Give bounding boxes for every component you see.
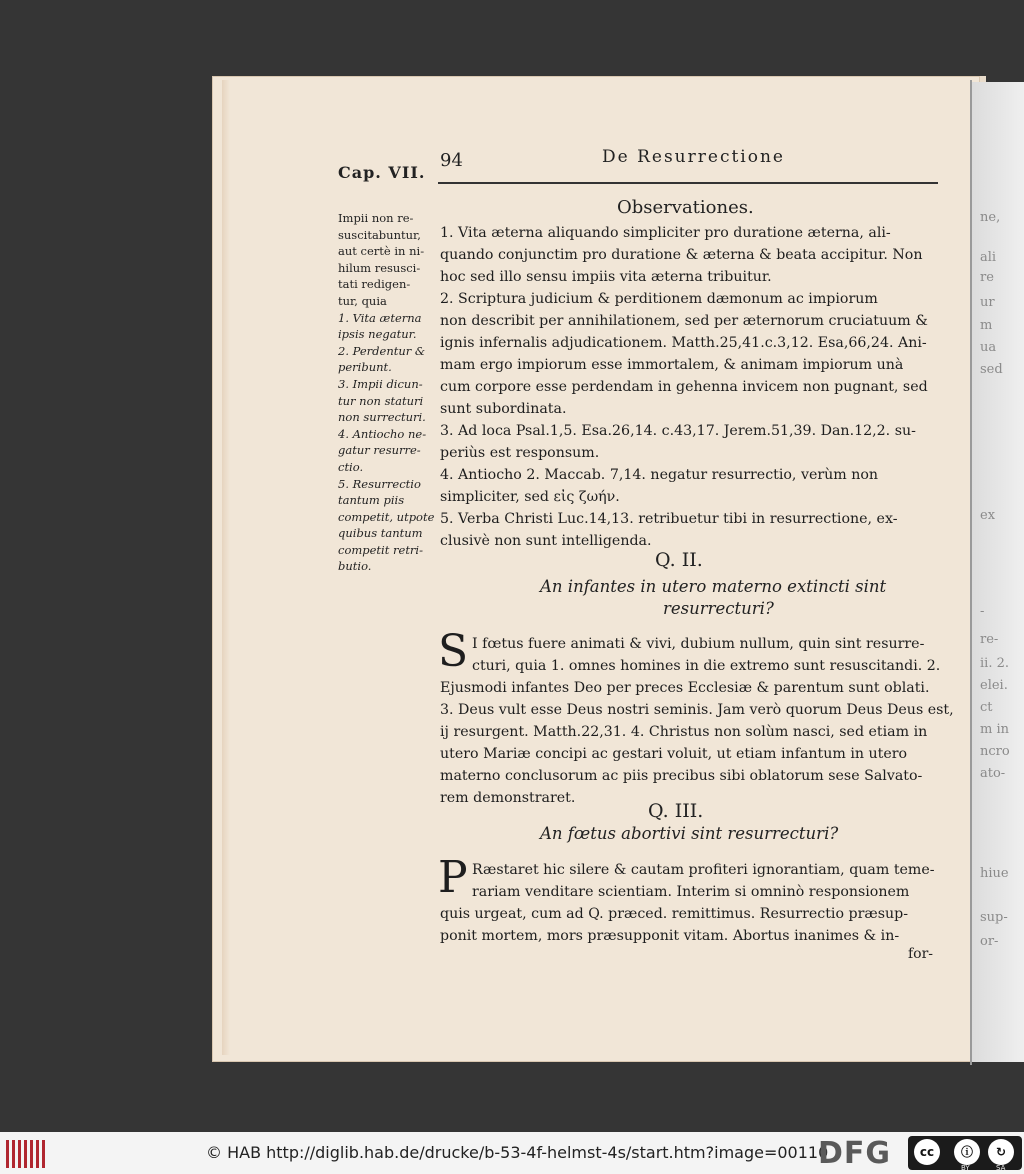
question-2-title-line-1: An infantes in utero materno extincti sint (540, 577, 887, 596)
facing-text-fragment: ct (980, 700, 993, 715)
text-line: 3. Ad loca Psal.1,5. Esa.26,14. c.43,17. Jerem.51,39. Dan.12,2. su- (440, 423, 916, 439)
copyright-link[interactable]: © HAB http://diglib.hab.de/drucke/b-53-4f-helmst-4s/start.htm?image=00110 (206, 1143, 829, 1162)
facing-text-fragment: sed (980, 362, 1003, 377)
text-line: 4. Antiocho 2. Maccab. 7,14. negatur resurrectio, verùm non (440, 467, 879, 483)
section-heading-observationes: Observationes. (617, 197, 754, 218)
observationes-text (440, 222, 940, 552)
text-line: materno conclusorum ac piis precibus sibi oblatorum sese Salvato- (440, 768, 923, 784)
facing-page-fragment (972, 82, 1024, 1062)
text-line: 2. Scriptura judicium & perditionem dæmonum ac impiorum (440, 291, 878, 307)
facing-text-fragment: - (980, 604, 985, 619)
question-3-label: Q. III. (648, 800, 704, 822)
margin-note-line: ipsis negatur. (338, 327, 417, 342)
facing-text-fragment: m (980, 318, 993, 333)
text-line: hoc sed illo sensu impiis vita æterna tribuitur. (440, 269, 772, 285)
facing-text-fragment: m in (980, 722, 1009, 737)
text-line: sunt subordinata. (440, 401, 567, 417)
text-line: ij resurgent. Matth.22,31. 4. Christus non solùm nasci, sed etiam in (440, 724, 928, 740)
margin-notes (338, 210, 434, 575)
running-title: De Resurrectione (602, 147, 785, 167)
margin-note-line: ctio. (338, 459, 364, 474)
margin-note-line: Impii non re- (338, 211, 414, 225)
text-line: non describit per annihilationem, sed per æternorum cruciatuum & (440, 313, 928, 329)
share-alike-icon: ↻ (988, 1139, 1014, 1165)
facing-text-fragment: ncro (980, 744, 1010, 759)
drop-capital-s: S (438, 626, 469, 677)
facing-text-fragment: hiue (980, 866, 1009, 881)
text-line: simpliciter, sed εἰς ζωήν. (440, 489, 620, 505)
facing-text-fragment: ii. 2. (980, 656, 1009, 671)
margin-note-line: 3. Impii dicun- (338, 376, 423, 391)
text-line: mam ergo impiorum esse immortalem, & animam impiorum unà (440, 357, 904, 373)
facing-text-fragment: ex (980, 508, 996, 523)
text-line: Ræstaret hic silere & cautam profiteri ignorantiam, quam teme- (472, 862, 935, 878)
text-line: I fœtus fuere animati & vivi, dubium nullum, quin sint resurre- (472, 636, 925, 652)
text-line: quis urgeat, cum ad Q. præced. remittimus. Resurrectio præsup- (440, 906, 908, 922)
margin-note-line: gatur resurre- (338, 443, 421, 458)
header-rule (438, 182, 938, 184)
facing-text-fragment: sup- (980, 910, 1008, 925)
page-gutter-shadow (222, 80, 230, 1055)
question-2-label: Q. II. (655, 549, 703, 571)
by-label: BY (961, 1164, 970, 1172)
margin-note-line: 2. Perdentur & (338, 343, 426, 358)
chapter-label: Cap. VII. (338, 163, 426, 182)
margin-note-line: tantum piis (338, 493, 405, 508)
margin-note-line: competit, utpote (338, 509, 435, 524)
margin-note-line: suscitabuntur, (338, 227, 421, 242)
text-line: Ejusmodi infantes Deo per preces Ecclesiæ & parentum sunt oblati. (440, 680, 930, 696)
margin-note-line: 4. Antiocho ne- (338, 426, 427, 441)
margin-note-line: competit retri- (338, 542, 423, 557)
text-line: 3. Deus vult esse Deus nostri seminis. Jam verò quorum Deus Deus est, (440, 702, 954, 718)
margin-note-line: tur non staturi (338, 393, 424, 408)
drop-capital-p: P (438, 852, 468, 903)
margin-note-line: quibus tantum (338, 526, 423, 541)
sa-label: SA (996, 1164, 1006, 1172)
cc-license-badge[interactable] (908, 1136, 1022, 1170)
margin-note-line: butio. (338, 559, 372, 574)
margin-note-line: 1. Vita æterna (338, 310, 422, 325)
viewer-footer (0, 1132, 1024, 1174)
text-line: utero Mariæ concipi ac gestari voluit, ut etiam infantum in utero (440, 746, 908, 762)
facing-text-fragment: elei. (980, 678, 1008, 693)
margin-note-line: peribunt. (338, 360, 392, 375)
margin-note-line: tur, quia (338, 293, 387, 308)
dfg-logo: DFG (818, 1136, 892, 1171)
facing-text-fragment: or- (980, 934, 999, 949)
margin-note-line: hilum resusci- (338, 260, 421, 275)
attribution-icon: ⓘ (954, 1139, 980, 1165)
text-line: 5. Verba Christi Luc.14,13. retribuetur tibi in resurrectione, ex- (440, 511, 898, 527)
text-line: clusivè non sunt intelligenda. (440, 533, 652, 549)
margin-note-line: 5. Resurrectio (338, 476, 421, 491)
facing-text-fragment: ato- (980, 766, 1006, 781)
facing-text-fragment: ali (980, 250, 997, 265)
text-line: cum corpore esse perdendam in gehenna invicem non pugnant, sed (440, 379, 928, 395)
text-line: quando conjunctim pro duratione & æterna & beata accipitur. Non (440, 247, 923, 263)
question-3-title: An fœtus abortivi sint resurrecturi? (540, 824, 839, 843)
text-line: ignis infernalis adjudicationem. Matth.25,41.c.3,12. Esa,66,24. Ani- (440, 335, 927, 351)
text-line: rariam venditare scientiam. Interim si omninò responsionem (472, 884, 910, 900)
question-3-answer-text (440, 859, 940, 947)
facing-text-fragment: re- (980, 632, 999, 647)
text-line: ponit mortem, mors præsupponit vitam. Abortus inanimes & in- (440, 928, 900, 944)
margin-note-line: non surrecturi. (338, 410, 426, 425)
facing-text-fragment: ne, (980, 210, 1001, 225)
facing-text-fragment: re (980, 270, 994, 285)
text-line: periùs est responsum. (440, 445, 600, 461)
text-line: cturi, quia 1. omnes homines in die extremo sunt resuscitandi. 2. (472, 658, 941, 674)
cc-icon: cc (914, 1139, 940, 1165)
facing-text-fragment: ur (980, 295, 995, 310)
text-line: 1. Vita æterna aliquando simpliciter pro duratione æterna, ali- (440, 225, 891, 241)
page-number: 94 (440, 150, 463, 171)
catchword: for- (908, 946, 934, 962)
facing-text-fragment: ua (980, 340, 997, 355)
library-barcode-icon (4, 1140, 48, 1168)
question-2-title-line-2: resurrecturi? (663, 599, 774, 618)
text-line: rem demonstraret. (440, 790, 576, 806)
question-2-answer-text (440, 633, 954, 809)
margin-note-line: tati redigen- (338, 277, 411, 292)
margin-note-line: aut certè in ni- (338, 244, 425, 259)
